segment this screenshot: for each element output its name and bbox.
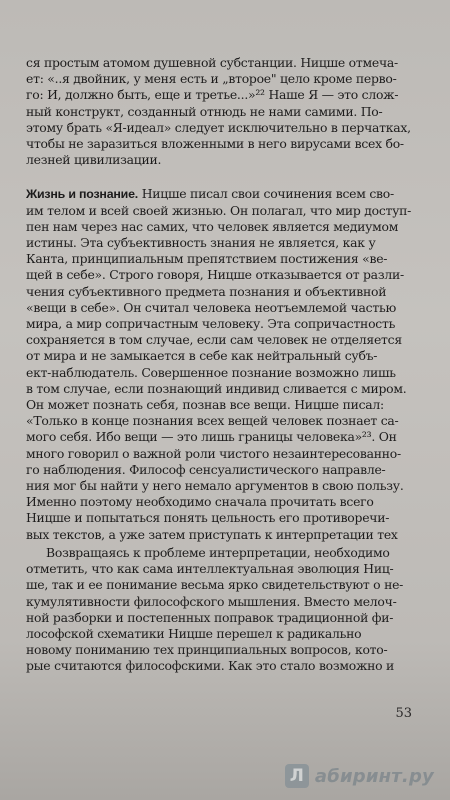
text-line: «Только в конце познания всех вещей человек познает са- <box>26 413 399 429</box>
text-line: кумулятивности философского мышления. Вместо мелоч- <box>26 593 397 609</box>
text-line <box>26 186 430 202</box>
text-line: ной разборки и постепенных поправок традиционной фи- <box>26 609 394 625</box>
text-line: мира, а мир сопричастным человеку. Эта сопричастность <box>26 316 396 332</box>
text-line: этому брать «Я-идеал» следует исключительно в перчатках, <box>26 119 411 135</box>
text-line: лезней цивилизации. <box>26 152 162 168</box>
paragraph-gap <box>26 168 430 186</box>
text-line: ся простым атомом душевной субстанции. Ницше отмеча- <box>26 55 398 70</box>
text-line: в том случае, если познающий индивид сливается с миром. <box>26 380 407 396</box>
text-line: ект-наблюдатель. Совершенное познание возможно лишь <box>26 364 396 380</box>
text-line: го наблюдения. Философ сенсуалистического направле- <box>26 461 386 477</box>
text-line: им телом и всей своей жизнью. Он полагал, что мир доступ- <box>26 202 412 218</box>
labirint-logo-icon: Л <box>285 764 309 788</box>
section-heading: Жизнь и познание. <box>26 187 139 202</box>
text-line: пен нам через нас самих, что человек является медиумом <box>26 218 399 234</box>
text-line: вых текстов, а уже затем приступать к интерпретации тех <box>26 526 398 542</box>
text-line: чения субъективного предмета познания и объективной <box>26 283 387 299</box>
text-line: много говорил о важной роли чистого незаинтересованно- <box>26 445 401 461</box>
text-line: ет: «..я двойник, у меня есть и „второе" цело кроме перво- <box>26 71 397 87</box>
watermark <box>285 764 434 788</box>
text-line: рые считаются философскими. Как это стало возможно и <box>26 658 395 674</box>
text-line: ния мог бы найти у него немало аргументов в свою пользу. <box>26 478 404 494</box>
paragraph-1 <box>26 55 430 168</box>
text-line: лософской схематики Ницше перешел к радикально <box>26 625 362 641</box>
text-line: сохраняется в том случае, если сам человек не отделяется <box>26 332 402 348</box>
book-page <box>26 55 430 755</box>
text-line: щей в себе». Строго говоря, Ницше отказывается от разли- <box>26 267 404 283</box>
text-line: Канта, принципиальным препятствием постижения «ве- <box>26 251 388 267</box>
text-line: го: И, должно быть, еще и третье...»²² Наше Я — это слож- <box>26 87 399 103</box>
text-fragment: Ницше писал свои сочинения всем сво- <box>138 186 394 202</box>
text-line: отметить, что как сама интеллектуальная эволюция Ниц- <box>26 561 394 577</box>
text-line: новому пониманию тех принципиальных вопросов, кото- <box>26 642 388 658</box>
text-line: Возвращаясь к проблеме интерпретации, необходимо <box>46 544 390 560</box>
text-line: мого себя. Ибо вещи — это лишь границы человека»²³. Он <box>26 429 397 445</box>
page-number: 53 <box>395 706 412 721</box>
text-line: ше, так и ее понимание весьма ярко свидетельствуют о не- <box>26 577 404 593</box>
text-line: «вещи в себе». Он считал человека неотъемлемой частью <box>26 299 396 315</box>
text-line: Именно поэтому необходимо сначала прочитать всего <box>26 494 374 510</box>
text-line: ный конструкт, созданный отнюдь не нами самими. По- <box>26 103 383 119</box>
text-line: чтобы не заразиться вложенными в него вирусами всех бо- <box>26 136 404 152</box>
text-line: Он может познать себя, познав все вещи. Ницше писал: <box>26 397 384 413</box>
paragraph-2 <box>26 186 430 542</box>
watermark-text: абиринт.ру <box>314 765 434 787</box>
text-line: Ницше и попытаться понять цельность его противоречи- <box>26 510 390 526</box>
text-line: от мира и не замыкается в себе как нейтральный субъ- <box>26 348 378 364</box>
paragraph-3 <box>26 545 430 675</box>
text-line: истины. Эта субъективность знания не является, как у <box>26 235 376 251</box>
